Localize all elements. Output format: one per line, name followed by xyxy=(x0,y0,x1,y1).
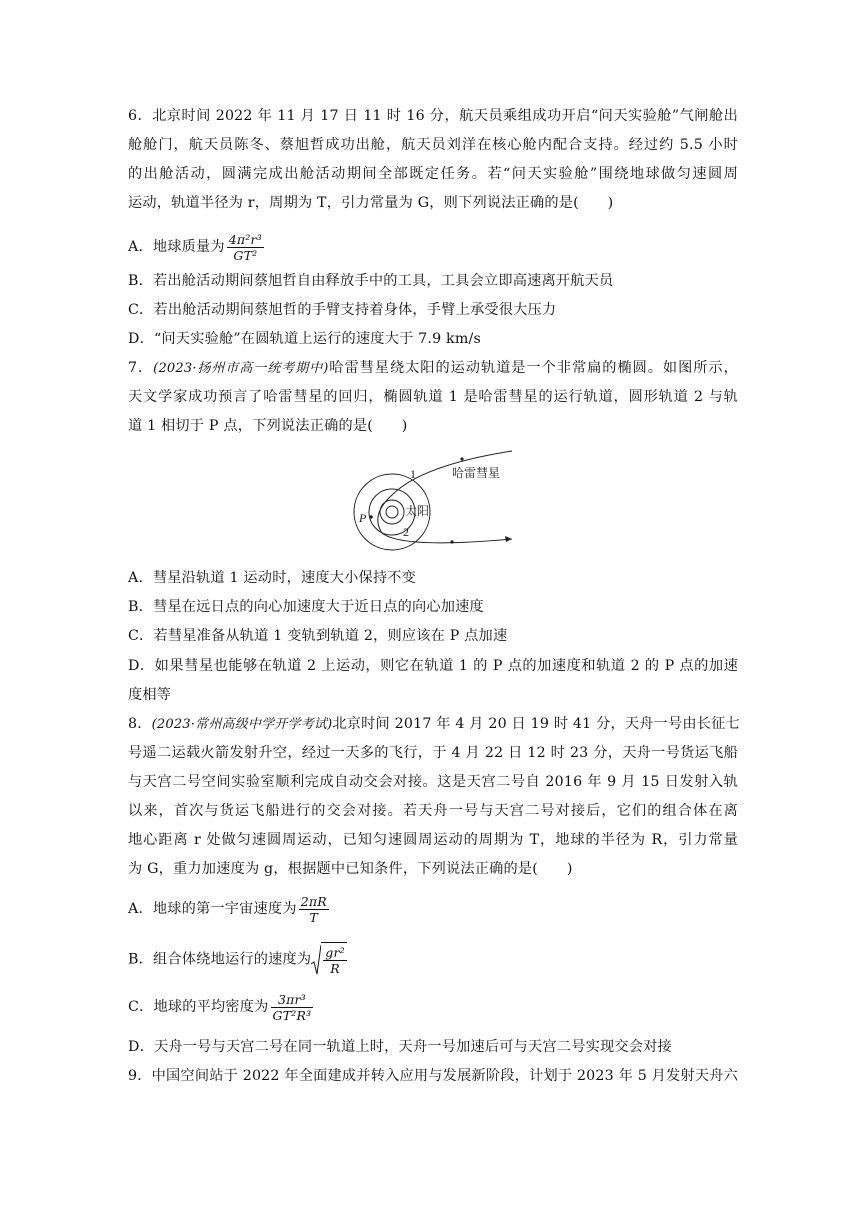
comet-dot-upper xyxy=(460,457,463,460)
q8-option-a-text: A．地球的第一宇宙速度为 xyxy=(128,901,297,917)
q8-source: (2023·常州高级中学开学考试) xyxy=(151,717,333,732)
q9-stem-line-1: 9．中国空间站于 2022 年全面建成并转入应用与发展新阶段，计划于 2023 年 5 月发射天舟六 xyxy=(128,1068,738,1084)
q8-option-b xyxy=(128,942,738,977)
q8-option-b-text: B．组合体绕地运行的速度为 xyxy=(128,951,312,968)
radical-sign xyxy=(311,944,321,976)
q8-option-a-fraction xyxy=(299,894,329,925)
q8-stem-line-6: 为 G，重力加速度为 g，根据题中已知条件，下列说法正确的是( ) xyxy=(128,861,573,877)
orbit-arrow xyxy=(505,536,512,542)
q7-option-c: C．若彗星准备从轨道 1 变轨到轨道 2，则应该在 P 点加速 xyxy=(128,628,508,644)
q7-stem-text: 哈雷彗星绕太阳的运动轨道是一个非常扁的椭圆。如图所示， xyxy=(328,360,738,376)
q6-option-a xyxy=(128,230,738,264)
label-p: P xyxy=(359,511,367,525)
q8-option-c-text: C．地球的平均密度为 xyxy=(128,999,269,1015)
q8-stem-line-4: 以来，首次与货运飞船进行的交会对接。若天舟一号与天宫二号对接后，它们的组合体在离 xyxy=(128,803,738,819)
q8-option-d: D．天舟一号与天宫二号在同一轨道上时，天舟一号加速后可与天宫二号实现交会对接 xyxy=(128,1039,672,1055)
comet-dot-lower xyxy=(450,540,453,543)
q6-stem-line-2: 舱舱门，航天员陈冬、蔡旭哲成功出舱，航天员刘洋在核心舱内配合支持。经过约 5.5 小时 xyxy=(128,137,738,153)
q7-stem-line-3: 道 1 相切于 P 点，下列说法正确的是( ) xyxy=(128,418,408,434)
q8-c-denominator: GT²R³ xyxy=(272,1007,312,1023)
label-orbit-1: 1 xyxy=(410,467,416,481)
q8-option-b-sqrt xyxy=(311,942,347,977)
q8-option-c xyxy=(128,990,738,1024)
q7-stem-line-1 xyxy=(128,358,738,379)
q6-a-numerator: 4π²r³ xyxy=(228,231,262,247)
comet-orbit-figure xyxy=(352,447,522,557)
orbit-1-ellipse xyxy=(378,451,512,543)
point-p xyxy=(369,515,373,519)
q7-stem-line-2: 天文学家成功预言了哈雷彗星的回归，椭圆轨道 1 是哈雷彗星的运行轨道，圆形轨道 2 与轨 xyxy=(128,389,738,405)
q6-option-a-text: A．地球质量为 xyxy=(128,239,225,255)
q8-a-numerator: 2πR xyxy=(300,893,327,909)
q8-stem-line-1 xyxy=(128,714,738,735)
label-halley-comet: 哈雷彗星 xyxy=(452,466,501,480)
q7-source: (2023·扬州市高一统考期中) xyxy=(153,361,329,376)
q6-option-b: B．若出舱活动期间蔡旭哲自由释放手中的工具，工具会立即高速离开航天员 xyxy=(128,273,614,289)
q8-option-c-fraction xyxy=(271,992,314,1023)
q6-stem-line-4: 运动，轨道半径为 r，周期为 T，引力常量为 G，则下列说法正确的是( ) xyxy=(128,195,614,211)
q8-b-denominator: R xyxy=(330,960,340,976)
q8-b-numerator: gr² xyxy=(325,944,345,960)
q6-stem-line-3: 的出舱活动，圆满完成出舱活动期间全部既定任务。若“问天实验舱”围绕地球做匀速圆周 xyxy=(128,166,738,182)
q8-number: 8． xyxy=(128,716,152,732)
q7-option-d-line-2: 度相等 xyxy=(128,687,172,703)
sun-inner-ring xyxy=(386,506,398,518)
q6-option-c: C．若出舱活动期间蔡旭哲的手臂支持着身体，手臂上承受很大压力 xyxy=(128,302,557,318)
label-orbit-2: 2 xyxy=(403,525,409,539)
q7-option-a: A．彗星沿轨道 1 运动时，速度大小保持不变 xyxy=(128,570,417,586)
q7-option-b: B．彗星在远日点的向心加速度大于近日点的向心加速度 xyxy=(128,599,484,615)
q6-option-d: D．“问天实验舱”在圆轨道上运行的速度大于 7.9 km/s xyxy=(128,331,481,347)
q8-option-a xyxy=(128,892,738,926)
q8-stem-line-3: 与天宫二号空间实验室顺利完成自动交会对接。这是天宫二号自 2016 年 9 月 15 日发射入轨 xyxy=(128,774,738,790)
q7-number: 7． xyxy=(128,360,154,376)
q8-stem-line-2: 号遥二运载火箭发射升空，经过一天多的飞行，于 4 月 22 日 12 时 23 分，天舟一号货运飞船 xyxy=(128,745,738,761)
q8-stem-text: 北京时间 2017 年 4 月 20 日 19 时 41 分，天舟一号由长征七 xyxy=(332,716,740,732)
q7-option-d-line-1: D．如果彗星也能够在轨道 2 上运动，则它在轨道 1 的 P 点的加速度和轨道 2 的 P 点的加速 xyxy=(128,658,738,674)
q6-stem-line-1: 6．北京时间 2022 年 11 月 17 日 11 时 16 分，航天员乘组成功开启“问天实验舱”气闸舱出 xyxy=(128,108,738,124)
q8-a-denominator: T xyxy=(309,909,319,925)
q6-a-denominator: GT² xyxy=(233,247,258,263)
q8-stem-line-5: 地心距离 r 处做匀速圆周运动，已知匀速圆周运动的周期为 T，地球的半径为 R，引力常量 xyxy=(128,832,738,848)
q8-option-b-fraction xyxy=(323,945,347,976)
q8-c-numerator: 3πr³ xyxy=(271,992,314,1008)
q6-option-a-fraction xyxy=(227,232,264,263)
label-sun: 太阳 xyxy=(405,504,430,518)
